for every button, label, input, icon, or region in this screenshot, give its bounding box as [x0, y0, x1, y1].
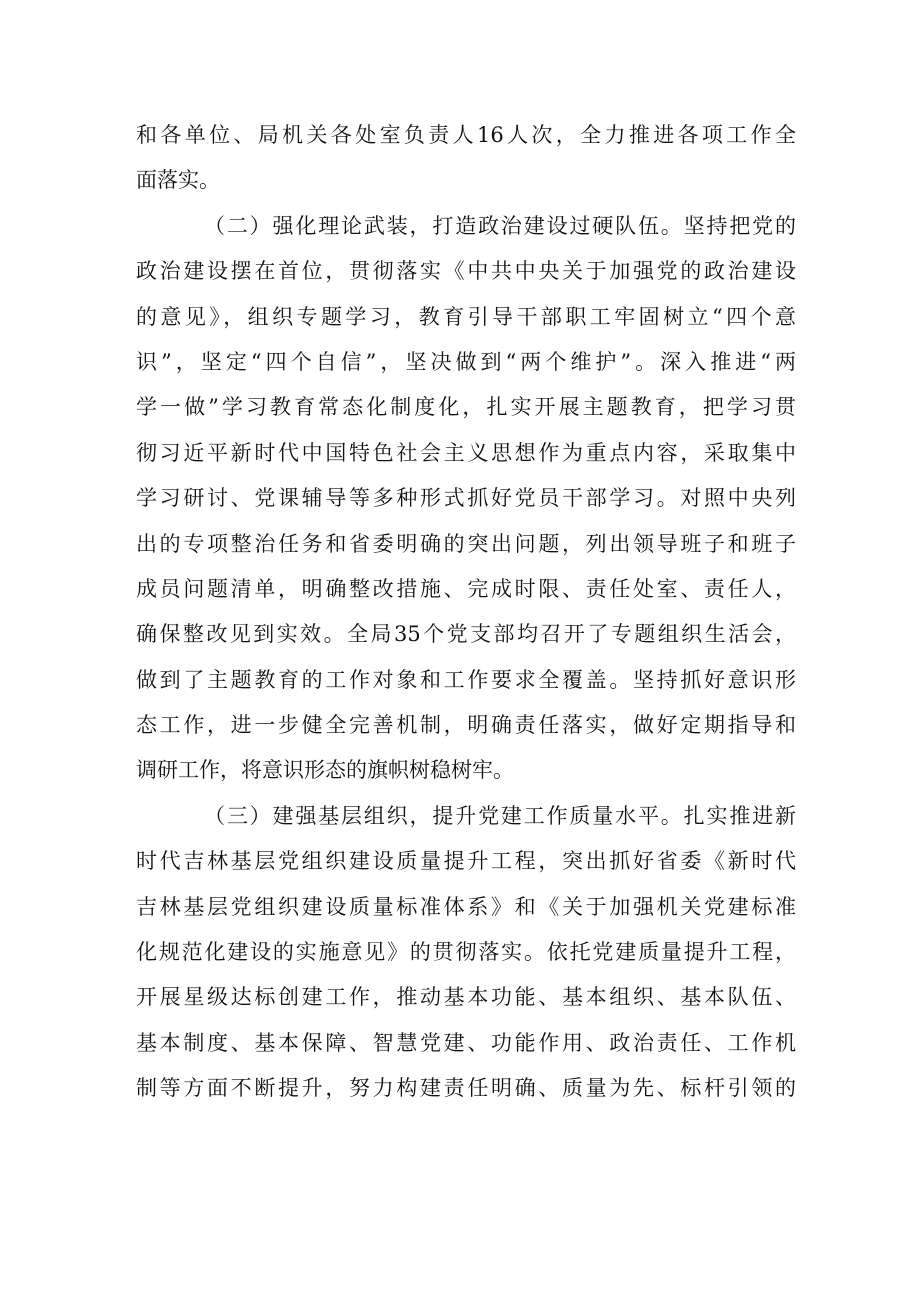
text-line: 识”，坚定“四个自信”，坚决做到“两个维护”。深入推进“两	[136, 349, 796, 374]
section-heading-line: （二）强化理论武装，打造政治建设过硬队伍。坚持把党的	[204, 213, 796, 238]
text-line: 成员问题清单，明确整改措施、完成时限、责任处室、责任人，	[136, 576, 796, 601]
text-line: 和各单位、局机关各处室负责人16人次，全力推进各项工作全	[136, 123, 796, 147]
body-text	[136, 113, 796, 1112]
text-line: 学一做”学习教育常态化制度化，扎实开展主题教育，把学习贯	[136, 395, 796, 420]
text-line: 化规范化建设的实施意见》的贯彻落实。依托党建质量提升工程，	[136, 940, 796, 965]
section-heading-line: （三）建强基层组织，提升党建工作质量水平。扎实推进新	[204, 803, 796, 828]
text-line: 吉林基层党组织建设质量标准体系》和《关于加强机关党建标准	[136, 894, 796, 919]
text-line: 基本制度、基本保障、智慧党建、功能作用、政治责任、工作机	[136, 1030, 796, 1055]
text-line: 政治建设摆在首位，贯彻落实《中共中央关于加强党的政治建设	[136, 259, 796, 284]
text-line: 开展星级达标创建工作，推动基本功能、基本组织、基本队伍、	[136, 985, 796, 1010]
text-line: 制等方面不断提升，努力构建责任明确、质量为先、标杆引领的	[136, 1076, 796, 1101]
text-line: 彻习近平新时代中国特色社会主义思想作为重点内容，采取集中	[136, 440, 796, 465]
text-line: 出的专项整治任务和省委明确的突出问题，列出领导班子和班子	[136, 531, 796, 556]
text-line: 态工作，进一步健全完善机制，明确责任落实，做好定期指导和	[136, 713, 796, 738]
text-line: 面落实。	[136, 168, 220, 193]
text-line: 做到了主题教育的工作对象和工作要求全覆盖。坚持抓好意识形	[136, 667, 796, 692]
text-line: 学习研讨、党课辅导等多种形式抓好党员干部学习。对照中央列	[136, 486, 796, 511]
text-line: 的意见》，组织专题学习，教育引导干部职工牢固树立“四个意	[136, 304, 796, 329]
text-line: 时代吉林基层党组织建设质量提升工程，突出抓好省委《新时代	[136, 849, 796, 874]
text-line: 确保整改见到实效。全局35个党支部均召开了专题组织生活会，	[136, 622, 796, 647]
text-line: 调研工作，将意识形态的旗帜树稳树牢。	[136, 758, 514, 783]
